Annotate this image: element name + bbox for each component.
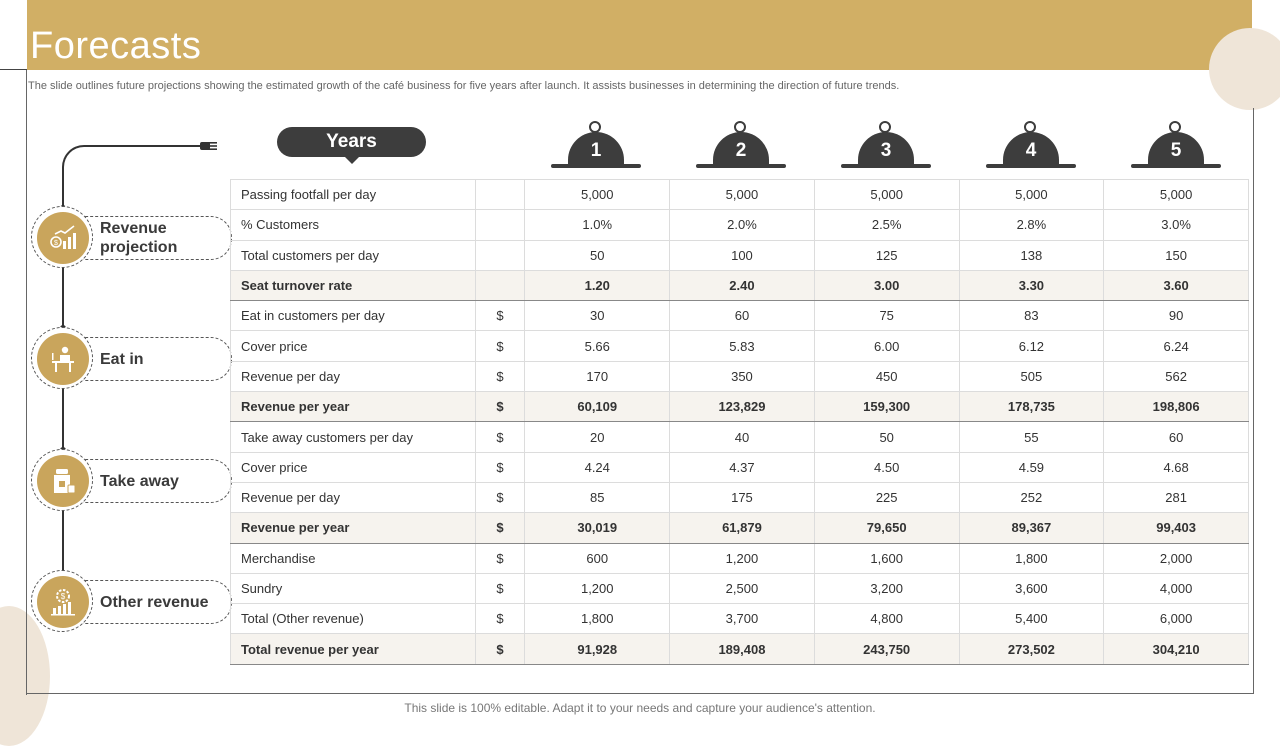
row-label: Passing footfall per day [231, 180, 476, 210]
row-label: Cover price [231, 452, 476, 482]
divider [0, 69, 27, 70]
row-label: Sundry [231, 573, 476, 603]
table-row [231, 573, 1249, 603]
decorative-circle [0, 606, 50, 746]
currency-cell: $ [475, 604, 525, 634]
table-row [231, 482, 1249, 512]
year-number: 4 [1003, 132, 1059, 166]
value-cell: 4.59 [959, 452, 1104, 482]
value-cell: 1.20 [525, 270, 670, 300]
currency-cell: $ [475, 452, 525, 482]
value-cell: 61,879 [670, 513, 815, 543]
value-cell: 1.0% [525, 210, 670, 240]
currency-cell: $ [475, 361, 525, 391]
years-label: Years [277, 127, 426, 157]
value-cell: 150 [1104, 240, 1249, 270]
table-row [231, 180, 1249, 210]
currency-cell: $ [475, 331, 525, 361]
row-label: Revenue per day [231, 482, 476, 512]
currency-cell [475, 180, 525, 210]
value-cell: 2.40 [670, 270, 815, 300]
row-label: Eat in customers per day [231, 301, 476, 331]
value-cell: 5.66 [525, 331, 670, 361]
value-cell: 6.12 [959, 331, 1104, 361]
year-number: 5 [1148, 132, 1204, 166]
year-header-3 [841, 121, 931, 169]
page-title: Forecasts [30, 25, 202, 67]
value-cell: 3,200 [814, 573, 959, 603]
category-label: Take away [100, 472, 179, 490]
table-row [231, 513, 1249, 543]
value-cell: 138 [959, 240, 1104, 270]
value-cell: 5,400 [959, 604, 1104, 634]
value-cell: 79,650 [814, 513, 959, 543]
revenue-gear-icon [37, 576, 89, 628]
table-row [231, 240, 1249, 270]
value-cell: 273,502 [959, 634, 1104, 664]
footer-note: This slide is 100% editable. Adapt it to your needs and capture your audience's attention. [404, 701, 876, 715]
value-cell: 4,800 [814, 604, 959, 634]
value-cell: 252 [959, 482, 1104, 512]
value-cell: 3.30 [959, 270, 1104, 300]
timeline-connector [62, 145, 94, 207]
value-cell: 50 [525, 240, 670, 270]
value-cell: 5,000 [959, 180, 1104, 210]
table-row [231, 392, 1249, 422]
table-row [231, 270, 1249, 300]
table-row [231, 331, 1249, 361]
row-label: Total revenue per year [231, 634, 476, 664]
value-cell: 189,408 [670, 634, 815, 664]
value-cell: 1,800 [525, 604, 670, 634]
currency-cell [475, 240, 525, 270]
value-cell: 2.0% [670, 210, 815, 240]
value-cell: 3,700 [670, 604, 815, 634]
table-row [231, 361, 1249, 391]
value-cell: 85 [525, 482, 670, 512]
cloche-plate [696, 164, 786, 168]
value-cell: 2,500 [670, 573, 815, 603]
category-label: Eat in [100, 350, 144, 368]
value-cell: 60 [1104, 422, 1249, 452]
value-cell: 243,750 [814, 634, 959, 664]
table-row [231, 422, 1249, 452]
cloche-plate [1131, 164, 1221, 168]
value-cell: 450 [814, 361, 959, 391]
decorative-circle [1209, 28, 1280, 110]
value-cell: 4,000 [1104, 573, 1249, 603]
category-label: Revenue projection [100, 220, 178, 256]
value-cell: 5,000 [814, 180, 959, 210]
value-cell: 55 [959, 422, 1104, 452]
value-cell: 1,200 [525, 573, 670, 603]
row-label: Revenue per year [231, 513, 476, 543]
category-take-away [34, 459, 232, 503]
value-cell: 5,000 [670, 180, 815, 210]
revenue-growth-icon [37, 212, 89, 264]
value-cell: 2.8% [959, 210, 1104, 240]
row-label: Total customers per day [231, 240, 476, 270]
value-cell: 30,019 [525, 513, 670, 543]
forecast-table [230, 179, 1249, 665]
row-label: Cover price [231, 331, 476, 361]
currency-cell: $ [475, 392, 525, 422]
value-cell: 600 [525, 543, 670, 573]
header-band [27, 0, 1252, 70]
value-cell: 6.24 [1104, 331, 1249, 361]
table-row [231, 634, 1249, 664]
cloche-plate [551, 164, 641, 168]
value-cell: 3.00 [814, 270, 959, 300]
value-cell: 83 [959, 301, 1104, 331]
value-cell: 5.83 [670, 331, 815, 361]
value-cell: 175 [670, 482, 815, 512]
currency-cell: $ [475, 573, 525, 603]
value-cell: 505 [959, 361, 1104, 391]
value-cell: 178,735 [959, 392, 1104, 422]
value-cell: 3.60 [1104, 270, 1249, 300]
currency-cell: $ [475, 513, 525, 543]
value-cell: 125 [814, 240, 959, 270]
row-label: % Customers [231, 210, 476, 240]
value-cell: 350 [670, 361, 815, 391]
dining-person-icon [37, 333, 89, 385]
table-row [231, 210, 1249, 240]
currency-cell [475, 270, 525, 300]
value-cell: 4.50 [814, 452, 959, 482]
page-subtitle: The slide outlines future projections showing the estimated growth of the café business for five years after launch. It assists businesses in determining the direction of future trends. [28, 80, 900, 92]
value-cell: 1,600 [814, 543, 959, 573]
currency-cell: $ [475, 422, 525, 452]
value-cell: 170 [525, 361, 670, 391]
row-label: Take away customers per day [231, 422, 476, 452]
row-label: Revenue per day [231, 361, 476, 391]
currency-cell: $ [475, 301, 525, 331]
value-cell: 4.68 [1104, 452, 1249, 482]
value-cell: 40 [670, 422, 815, 452]
currency-cell [475, 210, 525, 240]
cloche-plate [986, 164, 1076, 168]
category-revenue-projection [34, 216, 232, 260]
svg-text:$: $ [54, 240, 58, 247]
year-header-5 [1131, 121, 1221, 169]
value-cell: 225 [814, 482, 959, 512]
value-cell: 3.0% [1104, 210, 1249, 240]
value-cell: 2,000 [1104, 543, 1249, 573]
frame-border [26, 693, 1254, 694]
year-header-4 [986, 121, 1076, 169]
value-cell: 6,000 [1104, 604, 1249, 634]
value-cell: 91,928 [525, 634, 670, 664]
table-row [231, 543, 1249, 573]
value-cell: 2.5% [814, 210, 959, 240]
value-cell: 6.00 [814, 331, 959, 361]
table-row [231, 301, 1249, 331]
year-number: 3 [858, 132, 914, 166]
value-cell: 304,210 [1104, 634, 1249, 664]
category-eat-in [34, 337, 232, 381]
row-label: Revenue per year [231, 392, 476, 422]
value-cell: 50 [814, 422, 959, 452]
row-label: Total (Other revenue) [231, 604, 476, 634]
value-cell: 5,000 [1104, 180, 1249, 210]
value-cell: 562 [1104, 361, 1249, 391]
currency-cell: $ [475, 543, 525, 573]
value-cell: 99,403 [1104, 513, 1249, 543]
timeline-connector [92, 145, 172, 147]
value-cell: 123,829 [670, 392, 815, 422]
value-cell: 1,800 [959, 543, 1104, 573]
currency-cell: $ [475, 482, 525, 512]
year-header-2 [696, 121, 786, 169]
value-cell: 89,367 [959, 513, 1104, 543]
currency-cell: $ [475, 634, 525, 664]
value-cell: 4.24 [525, 452, 670, 482]
value-cell: 281 [1104, 482, 1249, 512]
value-cell: 198,806 [1104, 392, 1249, 422]
value-cell: 159,300 [814, 392, 959, 422]
frame-border [1253, 108, 1254, 694]
category-label: Other revenue [100, 593, 209, 611]
year-number: 1 [568, 132, 624, 166]
value-cell: 60 [670, 301, 815, 331]
fork-icon [172, 139, 218, 153]
cloche-plate [841, 164, 931, 168]
category-other-revenue [34, 580, 232, 624]
year-header-1 [551, 121, 641, 169]
frame-border [26, 70, 27, 695]
value-cell: 75 [814, 301, 959, 331]
value-cell: 60,109 [525, 392, 670, 422]
table-row [231, 452, 1249, 482]
value-cell: 5,000 [525, 180, 670, 210]
value-cell: 20 [525, 422, 670, 452]
value-cell: 90 [1104, 301, 1249, 331]
takeaway-bag-icon [37, 455, 89, 507]
svg-text:$: $ [60, 592, 66, 601]
value-cell: 4.37 [670, 452, 815, 482]
table-row [231, 604, 1249, 634]
value-cell: 3,600 [959, 573, 1104, 603]
row-label: Seat turnover rate [231, 270, 476, 300]
row-label: Merchandise [231, 543, 476, 573]
year-number: 2 [713, 132, 769, 166]
value-cell: 100 [670, 240, 815, 270]
value-cell: 1,200 [670, 543, 815, 573]
value-cell: 30 [525, 301, 670, 331]
